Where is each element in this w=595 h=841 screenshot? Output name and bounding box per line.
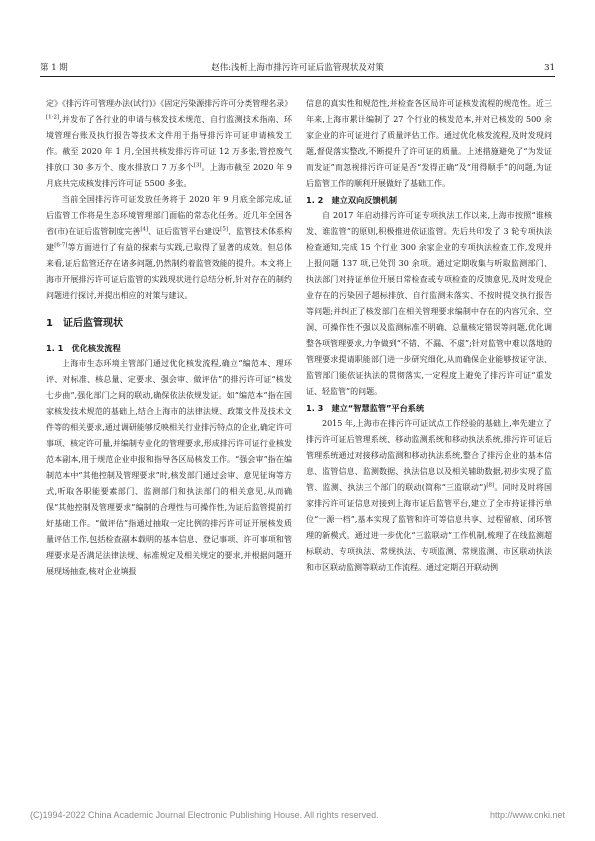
section-heading: 1 证后监管现状 bbox=[46, 318, 123, 329]
citation[interactable]: [3] bbox=[193, 162, 202, 169]
running-title: 赵伟:浅析上海市排污许可证后监管现状及对策 bbox=[211, 63, 384, 73]
left-column bbox=[46, 96, 292, 580]
paragraph: 自 2017 年启动排污许可证专项执法工作以来,上海市按照“谁核发、谁监管”的原则,积极推进依证监管。先后共印发了 3 轮专项执法检查通知,完成 15 个行业 300 余家企业的专项执法检查工作,发现并上报问题 137 项,已处罚 30 余项。通过定期收集与听取监测部门、执法部门对持证单位开展日常检查或专项检查的反馈意见,及时发现企业存在的污染因子超标排放、自行监测未落实、不按时提交执行报告等问题;并纠正了核发部门在相关管理要求编制中存在的内容冗余、空洞、可操作性不强以及监测标准不明确、总量核定错误等问题,优化调整各项管理要求,力争做到“不错、不漏、不虚”;针对监管中难以落地的管理要求提请职能部门进一步研究细化,从而确保企业能够按证守法、监管部门能依证执法的贯彻落实,一定程度上避免了排污许可证“重发证、轻监管”的问题。 bbox=[306, 211, 552, 396]
running-header bbox=[40, 60, 555, 77]
paragraph: 定》《排污许可管理办法(试行)》《固定污染源排污许可分类管理名录》[1-2],并发布了各行业的申请与核发技术规范、自行监测技术指南、环境管理台账及执行报告等技术文件用于指导排污许可证申请核发工作。截至 2020 年 1 月,全国共核发排污许可证 12 万多张,管控废气排放口 30 多万个、废水排放口 7 万多个[3]。上海市截至 2020 年 9 月底共完成核发排污许可证 5500 多张。 bbox=[46, 99, 293, 188]
citation[interactable]: [5] bbox=[220, 226, 228, 233]
subsection-heading: 1. 2 建立双向反馈机制 bbox=[306, 195, 398, 205]
paragraph: 上海市生态环境主管部门通过优化核发流程,确立“编范本、理环评、对标准、核总量、定要求、强会审、做评估”的排污许可证“核发七步曲”,强化部门之间的联动,确保依法依规发证。如“编范本”指在国家核发技术规范的基础上,结合上海市的法律法规、政策文件及技术文件等的相关要求,通过调研能够反映相关行业排污特点的企业,确定许可事项、核定许可量,并编制专业化的管理要求,形成排污许可证行业核发范本副本,用于规范企业申报和指导各区局核发工作。“强会审”指在编制范本中“其他控制及管理要求”时,核发部门通过会审、意见征询等方式,听取各职能要素部门、监测部门和执法部门的相关意见,从而确保“其他控制及管理要求”编制的合理性与可操作性,为证后监管提前打好基础工作。“做评估”指通过抽取一定比例的排污许可证开展核发质量评估工作,包括检查副本载明的基本信息、登记事项、许可事项和管理要求是否满足法律法规、标准规定及相关规定的要求,并根据问题开展现场抽查,核对企业填报 bbox=[46, 359, 292, 576]
copyright-text: (C)1994-2022 China Academic Journal Electronic Publishing House. All rights reserved. bbox=[30, 810, 379, 820]
citation[interactable]: [6-7] bbox=[54, 242, 68, 249]
subsection-heading: 1. 3 建立“智慧监管”平台系统 bbox=[306, 403, 425, 413]
page-number: 31 bbox=[544, 63, 555, 73]
right-column bbox=[306, 96, 552, 576]
footer-url[interactable]: http://www.cnki.net bbox=[489, 810, 565, 820]
paragraph: 当前全国排污许可证发放任务将于 2020 年 9 月底全部完成,证后监管工作将是生态环境管理部门面临的常态化任务。近几年全国各省(市)在证后监管制度完善[4]、证后监管平台建设[5]、监管技术体系构建[6-7]等方面进行了有益的探索与实践,已取得了显著的成效。但总体来看,证后监管还存在诸多问题,仍然制约着监管效能的提升。本文将上海市开展排污许可证后监管的实践现状进行总结分析,针对存在的制约问题进行探讨,并提出相应的对策与建议。 bbox=[46, 195, 293, 300]
citation[interactable]: [4] bbox=[140, 226, 149, 233]
citation[interactable]: [1-2] bbox=[46, 114, 60, 121]
issue-label: 第 1 期 bbox=[40, 63, 68, 73]
citation[interactable]: [8] bbox=[486, 482, 495, 489]
paragraph: 2015 年,上海市在排污许可证试点工作经验的基础上,率先建立了排污许可证后管理系统、移动监测系统和移动执法系统,排污许可证后管理系统通过对接移动监测和移动执法系统,整合了排污企业的基本信息、监管信息、监测数据、执法信息以及相关辅助数据,初步实现了监管、监测、执法三个部门的联动(简称“三监联动”)[8]。同时及时将国家排污许可证信息对接到上海市证后监管平台,建立了全市持证排污单位“一源一档”,基本实现了监管和许可等信息共享、过程留痕、闭环管理的新模式。通过进一步优化“三监联动”工作机制,梳理了在线监测超标联动、专项执法、常规执法、专项监测、常规监测、市区联动执法和市区联动监测等联动工作流程。通过定期召开联动例 bbox=[306, 419, 553, 572]
copyright-footer bbox=[30, 810, 565, 820]
paragraph: 信息的真实性和规范性,并检查各区局许可证核发流程的规范性。近三年来,上海市累计编制了 27 个行业的核发范本,并对已核发的 500 余家企业的许可证进行了质量评估工作。通过优化核发流程,及时发现问题,督促落实整改,不断提升了许可证的质量。上述措施避免了“为发证而发证”而忽视排污许可证是否“发得正确”及“用得顺手”的问题,为证后监管工作的顺利开展做好了基础工作。 bbox=[306, 99, 552, 188]
subsection-heading: 1. 1 优化核发流程 bbox=[46, 343, 121, 353]
